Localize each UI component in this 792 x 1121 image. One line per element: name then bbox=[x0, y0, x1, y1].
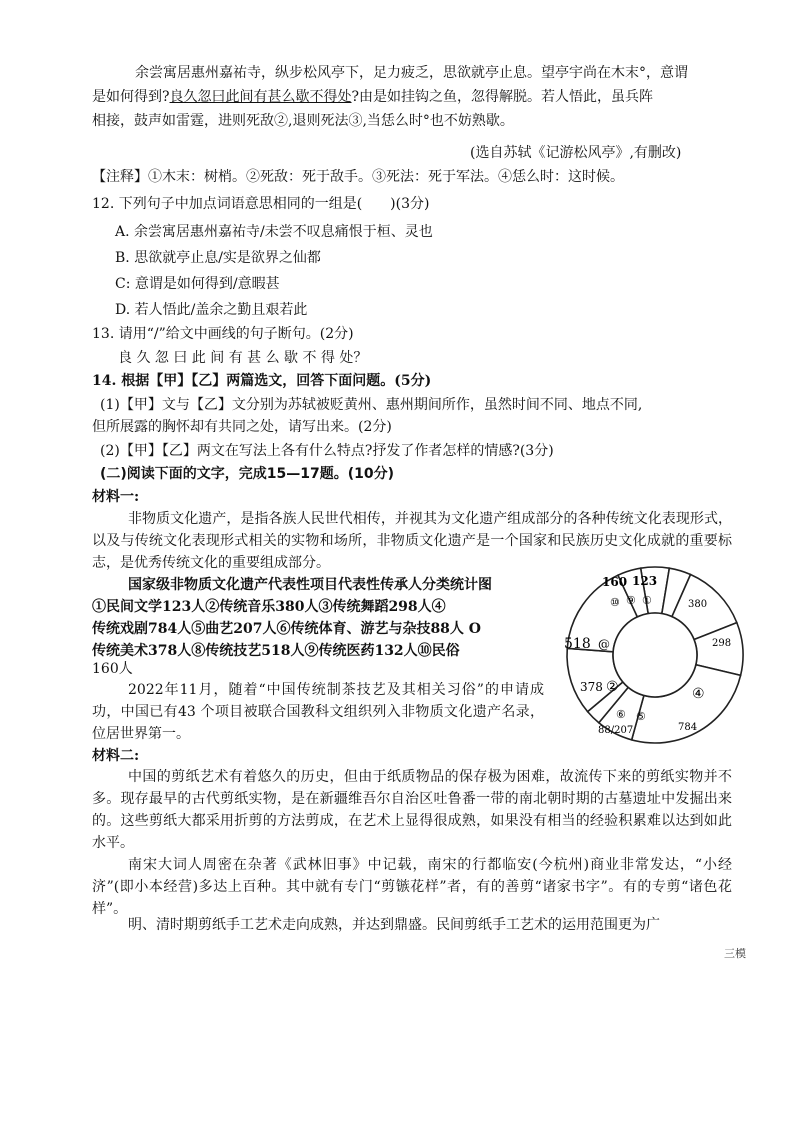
chart-caption-title: 国家级非物质文化遗产代表性项目代表性传承人分类统计图 bbox=[128, 577, 492, 593]
question-14-part-1a: (1)【甲】文与【乙】文分别为苏轼被贬黄州、惠州期间所作，虽然时间不同、地点不同, bbox=[100, 397, 643, 413]
question-14: 14. 根据【甲】【乙】两篇选文，回答下面问题。(5分) bbox=[92, 373, 432, 389]
label-380: 380 bbox=[688, 599, 708, 610]
question-14-part-1b: 但所展露的胸怀却有共同之处，请写出来。(2分) bbox=[92, 419, 392, 435]
question-12-option-a: A. 余尝寓居惠州嘉祐寺/未尝不叹息痛恨于桓、灵也 bbox=[115, 224, 433, 240]
inheritor-ring-chart bbox=[560, 560, 750, 750]
chart-slices bbox=[567, 567, 743, 743]
question-12-option-b: B. 思欲就亭止息/实是欲界之仙都 bbox=[115, 250, 321, 266]
question-13: 13. 请用“/”给文中画线的句子断句。(2分) bbox=[92, 326, 354, 342]
material-2-label: 材料二: bbox=[92, 748, 140, 764]
passage-line-3: 相接，鼓声如雷霆，进则死敌②,退则死法③,当恁么时°也不妨熟歇。 bbox=[92, 113, 514, 129]
passage-line-2 bbox=[92, 86, 653, 108]
marker-9: ⑨ bbox=[626, 594, 636, 607]
passage-line-2-start: 是如何得到? bbox=[92, 89, 170, 105]
label-298: 298 bbox=[712, 638, 732, 649]
chart-center-hole bbox=[613, 613, 697, 697]
page-footer: 三模 bbox=[724, 947, 746, 960]
marker-6: ⑥ bbox=[616, 708, 626, 721]
label-123: 123 bbox=[632, 574, 658, 588]
passage-notes: 【注释】①木末：树梢。②死敌：死于敌手。③死法：死于军法。④恁么时：这时候。 bbox=[92, 169, 624, 185]
question-12-option-d: D. 若人悟此/盖余之勤且艰若此 bbox=[115, 302, 308, 318]
question-12: 12. 下列句子中加点词语意思相同的一组是( )(3分) bbox=[92, 196, 430, 212]
label-88-207: 88/207 bbox=[598, 725, 634, 736]
chart-caption-line-2: 传统戏剧784人⑤曲艺207人⑥传统体育、游艺与杂技88人 O bbox=[92, 621, 481, 637]
marker-4: ④ bbox=[692, 686, 705, 702]
label-784: 784 bbox=[678, 722, 698, 733]
material-2-paragraph-1: 中国的剪纸艺术有着悠久的历史，但由于纸质物品的保存极为困难，故流传下来的剪纸实物并不多。现存最早的古代剪纸实物，是在新疆维吾尔自治区吐鲁番一带的南北朝时期的古墓遗址中发掘出来的。这些剪纸大都采用折剪的方法剪成，在艺术上显得很成熟，如果没有相当的经验积累难以达到如此水平。 bbox=[92, 769, 732, 851]
material-1-paragraph-1: 非物质文化遗产，是指各族人民世代相传，并视其为文化遗产组成部分的各种传统文化表现形式，以及与传统文化表现形式相关的实物和场所，非物质文化遗产是一个国家和民族历史文化成就的重要标志，是优秀传统文化的重要组成部分。 bbox=[92, 511, 732, 571]
question-14-part-2: (2)【甲】【乙】两文在写法上各有什么特点?抒发了作者怎样的情感?(3分) bbox=[100, 443, 554, 459]
passage-line-2-end: ?由是如挂钩之鱼，忽得解脱。若人悟此，虽兵阵 bbox=[351, 89, 654, 105]
label-378: 378 bbox=[580, 680, 603, 694]
marker-5: ⑤ bbox=[636, 710, 646, 723]
label-518: 518 bbox=[564, 636, 591, 652]
marker-8: @ bbox=[598, 637, 610, 651]
section-2-heading: (二)阅读下面的文字，完成15—17题。(10分) bbox=[100, 466, 395, 482]
material-2-paragraph-2: 南宋大词人周密在杂著《武林旧事》中记载，南宋的行都临安(今杭州)商业非常发达，“小经济”(即小本经营)多达上百种。其中就有专门“剪镞花样”者，有的善剪“诸家书字”。有的专剪“诸色花样”。 bbox=[92, 857, 732, 917]
chart-caption-line-1: ①民间文学123人②传统音乐380人③传统舞蹈298人④ bbox=[92, 599, 446, 615]
chart-caption-line-3: 传统美术378人⑧传统技艺518人⑨传统医药132人⑩民俗 bbox=[92, 643, 460, 659]
chart-caption-line-4: 160人 bbox=[92, 661, 133, 677]
material-1-paragraph-2: 2022年11月，随着“中国传统制茶技艺及其相关习俗”的申请成功，中国已有43 个项目被联合国教科文组织列入非物质文化遗产名录，位居世界第一。 bbox=[92, 682, 544, 742]
label-160: 160 bbox=[602, 575, 628, 589]
passage-source: (选自苏轼《记游松风亭》,有删改) bbox=[470, 145, 682, 161]
question-12-option-c: C: 意谓是如何得到/意暇甚 bbox=[115, 276, 280, 292]
material-1-label: 材料一: bbox=[92, 489, 140, 505]
marker-10: ⑩ bbox=[610, 596, 620, 609]
marker-1: ① bbox=[642, 594, 652, 607]
underlined-sentence: 良久忽曰此间有甚么歇不得处 bbox=[169, 89, 352, 105]
material-2-paragraph-3: 明、清时期剪纸手工艺术走向成熟，并达到鼎盛。民间剪纸手工艺术的运用范围更为广 bbox=[128, 917, 660, 933]
passage-line-1: 余尝寓居惠州嘉祐寺，纵步松风亭下，足力疲乏，思欲就亭止息。望亭宇尚在木末°，意谓 bbox=[135, 65, 688, 81]
marker-2: ② bbox=[606, 679, 619, 695]
question-13-text: 良 久 忽 曰 此 间 有 甚 么 歇 不 得 处？ bbox=[118, 350, 368, 366]
